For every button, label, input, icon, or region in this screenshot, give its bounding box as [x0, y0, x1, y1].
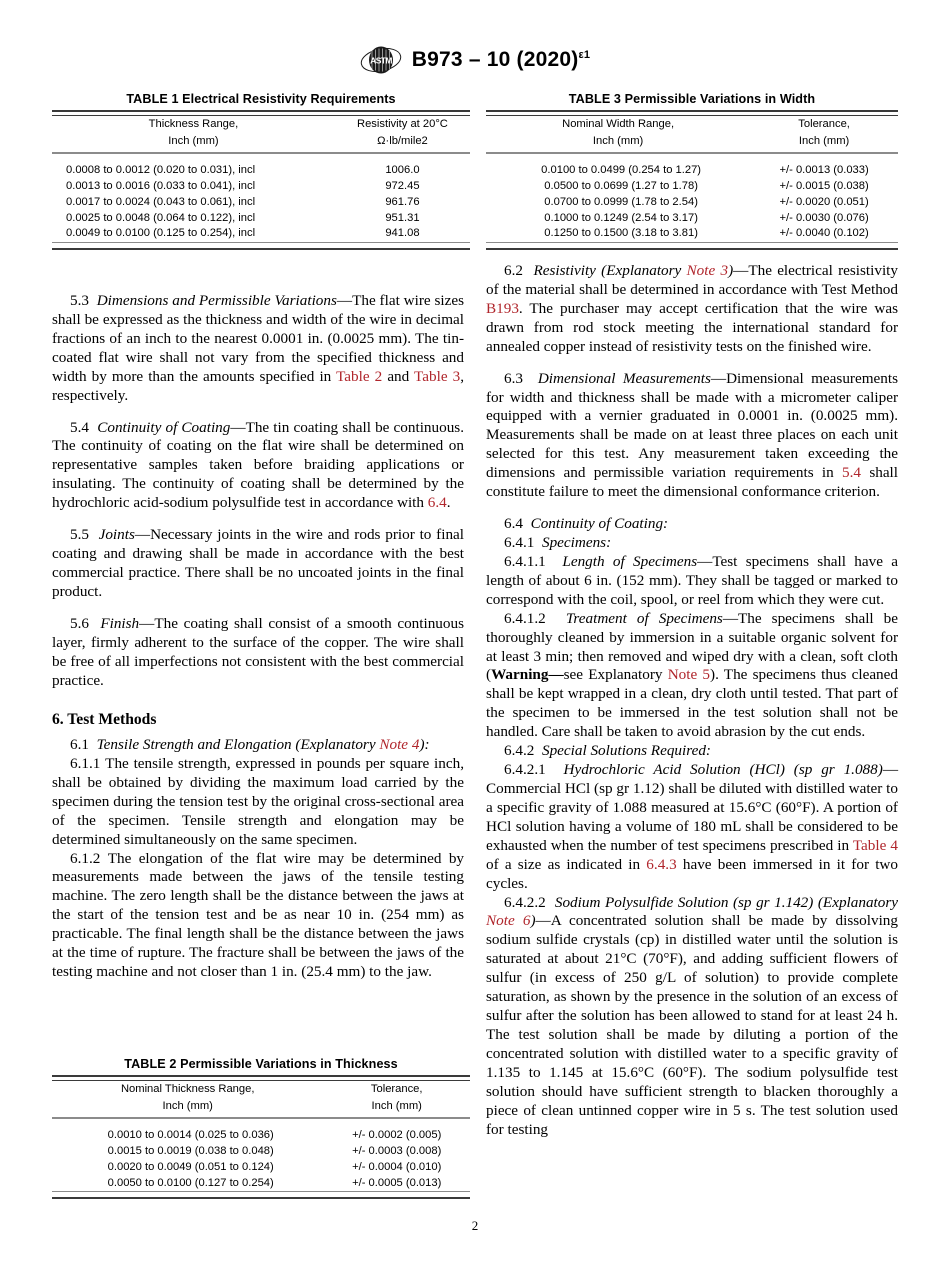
clause-number-5-3: 5.3 [70, 292, 89, 309]
table-1-col-2-header-line-1: Resistivity at 20°C [356, 118, 448, 130]
clause-body-6-4-1-2-a: —The specimens shall be thoroughly cleaned by immersion in a suitable organic solvent for at least 3 min; then removed and wiped dry with a clean, soft cloth ( [486, 609, 898, 684]
svg-text:ASTM: ASTM [369, 55, 392, 66]
astm-logo-icon [360, 44, 402, 76]
clause-body-5-4-a: —The tin coating shall be continuous. The continuity of coating on the flat wire shall be determined on representative samples taken before braiding applications or insulating. The continuity of coating shall be determined by the hydrochloric acid-sodium polysulfide test in accordance with [52, 418, 464, 512]
table-2-bottom-rule [52, 1191, 470, 1198]
table-1-col-1-header-line-2: Inch (mm) [52, 133, 335, 153]
clause-title-6-4-2-1: Hydrochloric Acid Solution (HCl) (sp gr 1.088) [563, 761, 883, 779]
paragraph-6-4-1-1 [486, 553, 898, 610]
link-table-4[interactable]: Table 4 [852, 836, 899, 854]
clause-title-5-3: Dimensions and Permissible Variations [96, 292, 337, 309]
paragraph-6-2 [486, 262, 898, 357]
table-1-r3-range: 0.0017 to 0.0024 (0.043 to 0.061), incl [66, 195, 256, 208]
table-3-col-1-header-line-1: Nominal Width Range, [562, 118, 675, 130]
clause-title-6-4-2: Special Solutions Required: [541, 742, 711, 760]
table-3-r1-tolerance: +/- 0.0013 (0.033) [779, 164, 869, 177]
link-note-4[interactable]: Note 4 [379, 736, 420, 753]
table-3-col-2-header-line-1: Tolerance, [798, 118, 850, 130]
table-2-r4-tolerance: +/- 0.0005 (0.013) [352, 1176, 442, 1189]
clause-title-5-6: Finish [100, 614, 140, 632]
clause-title-6-4-1-2: Treatment of Specimens [565, 609, 723, 627]
table-2-caption: TABLE 2 Permissible Variations in Thickness [124, 1057, 398, 1071]
table-2-r2-tolerance: +/- 0.0003 (0.008) [352, 1145, 442, 1157]
clause-number-6-4-2-2: 6.4.2.2 [504, 893, 546, 911]
clause-body-6-3-b: shall constitute failure to meet the dimensional conformance criterion. [486, 464, 899, 501]
paragraph-5-6 [52, 615, 464, 691]
paragraph-5-4 [52, 419, 464, 514]
table-row [486, 153, 898, 178]
clause-body-6-4-2-2: —A concentrated solution shall be made by dissolving sodium sulfide crystals (cp) in distilled water until the solution is saturated at about 21°C (70°F), and adding sufficient flowers of sulfur (in excess of 250 g/L of solution) to provide complete saturation, as shown by the presence in the solution of an excess of sulfur after the solution has been allowed to stand for at least 24 h. The test solution shall be made by diluting a portion of the concentrated solution with distilled water to a specific gravity of 1.135 to 1.145 at 15.6°C (60°F). The sodium polysulfide test solution should have sufficient strength to blacken thoroughly a piece of clean untinned copper wire in 5 s. The test solution used for testing [486, 912, 898, 1138]
table-row [486, 210, 898, 226]
table-1-r2-resistivity: 972.45 [385, 180, 420, 192]
clause-title-6-1-b: ): [419, 736, 430, 753]
designation-text: B973 – 10 (2020) [411, 48, 579, 71]
table-3-r2-range: 0.0500 to 0.0699 (1.27 to 1.78) [544, 180, 698, 192]
table-1-header-row-1 [52, 116, 470, 134]
table-row [52, 153, 470, 178]
link-b193[interactable]: B193 [486, 299, 519, 317]
table-1-r1-range: 0.0008 to 0.0012 (0.020 to 0.031), incl [66, 164, 256, 177]
clause-number-6-2: 6.2 [504, 262, 523, 279]
table-1-r2-range: 0.0013 to 0.0016 (0.033 to 0.041), incl [66, 180, 256, 192]
clause-number-6-3: 6.3 [504, 369, 523, 387]
clause-body-6-2-b: . The purchaser may accept certification that the wire was drawn from rod stock meeting the international standard for annealed copper instead of resistivity tests on the finished wire. [486, 299, 898, 355]
link-note-5[interactable]: Note 5 [667, 666, 711, 684]
table-3-r2-tolerance: +/- 0.0015 (0.038) [779, 180, 869, 192]
table-1-r3-resistivity: 961.76 [385, 195, 420, 208]
section-heading-6: 6. Test Methods [52, 710, 157, 728]
table-row [52, 1118, 470, 1143]
table-3-caption: TABLE 3 Permissible Variations in Width [568, 92, 816, 106]
right-text-column [486, 262, 898, 1139]
table-1-caption: TABLE 1 Electrical Resistivity Requirements [126, 92, 396, 106]
paragraph-6-4-1-2 [486, 610, 898, 742]
table-row [52, 179, 470, 195]
table-2-col-2-header-line-2: Inch (mm) [323, 1098, 470, 1118]
table-2-col-1-header-line-1: Nominal Thickness Range, [120, 1083, 255, 1095]
table-row [52, 1144, 470, 1160]
table-1-header-row-2 [52, 133, 470, 153]
clause-title-6-1-a: Tensile Strength and Elongation (Explanatory [96, 736, 380, 753]
clause-title-6-4-2-2-b: ) [530, 912, 536, 930]
table-1-col-2-header-line-2: Ω·lb/mile2 [335, 133, 470, 153]
table-2-header-row-2 [52, 1098, 470, 1118]
table-row [486, 194, 898, 210]
clause-title-6-4-1: Specimens: [541, 533, 612, 551]
clause-title-6-2-a: Resistivity (Explanatory [533, 262, 687, 279]
clause-title-6-4: Continuity of Coating: [530, 515, 669, 533]
table-row [486, 179, 898, 195]
table-3-r3-tolerance: +/- 0.0020 (0.051) [779, 195, 869, 208]
clause-body-6-1-1: The tensile strength, expressed in pounds per square inch, shall be obtained by dividing the maximum load carried by the specimen during the tension test by the original cross-sectional area of the specimen. Tensile strength and elongation may be determined simultaneously on the same specimen. [52, 754, 464, 848]
clause-body-6-2-a: —The electrical resistivity of the material shall be determined in accordance with Test Method [486, 262, 898, 298]
paragraph-6-4-2-2 [486, 894, 898, 1140]
table-1-bottom-rule [52, 242, 470, 249]
paragraph-6-4-2-1 [486, 761, 898, 893]
paragraph-6-1-1 [52, 755, 464, 850]
table-3-r4-range: 0.1000 to 0.1249 (2.54 to 3.17) [544, 211, 698, 224]
clause-title-6-4-1-1: Length of Specimens [562, 552, 698, 570]
page-header [0, 44, 950, 76]
table-3-r4-tolerance: +/- 0.0030 (0.076) [779, 211, 869, 224]
paragraph-5-3 [52, 292, 464, 406]
table-1-block [52, 92, 470, 250]
table-row [52, 1175, 470, 1191]
warning-label: Warning— [491, 666, 564, 684]
clause-number-6-4-2-1: 6.4.2.1 [504, 761, 546, 779]
clause-number-6-1-2: 6.1.2 [70, 849, 101, 867]
table-3-r5-range: 0.1250 to 0.1500 (3.18 to 3.81) [544, 227, 698, 240]
table-2-col-2-header-line-1: Tolerance, [370, 1083, 423, 1095]
table-3-col-1-header-line-2: Inch (mm) [486, 133, 750, 153]
clause-number-6-1-1: 6.1.1 [70, 754, 101, 772]
clause-title-6-3: Dimensional Measurements [537, 369, 711, 387]
table-row [52, 194, 470, 210]
paragraph-6-3 [486, 370, 898, 502]
clause-title-6-2-b: ) [728, 262, 734, 279]
table-3-r1-range: 0.0100 to 0.0499 (0.254 to 1.27) [541, 164, 702, 177]
paragraph-6-1-2 [52, 850, 464, 982]
link-table-3[interactable]: Table 3 [414, 367, 461, 385]
clause-body-5-3-c: , respectively. [52, 367, 465, 404]
clause-body-6-4-2-1-b: of a size as indicated in [486, 855, 647, 873]
clause-body-5-3-a: —The flat wire sizes shall be expressed as the thickness and width of the wire in decimal fractions of an inch to the nearest 0.0001 in. (0.0025 mm). The tin-coated flat wire shall not vary from the specified thickness and width by more than the amounts specified in [52, 292, 465, 385]
paragraph-6-1 [52, 736, 464, 755]
table-3-r3-range: 0.0700 to 0.0999 (1.78 to 2.54) [544, 195, 698, 208]
link-note-6[interactable]: Note 6 [486, 912, 531, 930]
table-3-block [486, 92, 898, 250]
clause-number-6-1: 6.1 [70, 736, 89, 753]
clause-body-6-4-2-1-a: —Commercial HCl (sp gr 1.12) shall be diluted with distilled water to a specific gravity of 1.088 measured at 15.6°C (60°F). A portion of HCl solution having a volume of 180 mL shall be considered to be exhausted when the number of test specimens prescribed in [486, 761, 898, 854]
table-2-r1-tolerance: +/- 0.0002 (0.005) [352, 1129, 442, 1142]
table-3-header-row-1 [486, 116, 898, 134]
paragraph-5-5 [52, 526, 464, 602]
clause-body-6-4-2-1-c: have been immersed in it for two cycles. [486, 855, 898, 892]
clause-body-6-4-1-1: —Test specimens shall have a length of about 6 in. (152 mm). They shall be tagged or marked to correspond with the coil, spool, or reel from which they were cut. [486, 552, 898, 608]
table-3-header-row-2 [486, 133, 898, 153]
table-1-r1-resistivity: 1006.0 [385, 164, 420, 177]
table-2-r3-range: 0.0020 to 0.0049 (0.051 to 0.124) [107, 1160, 274, 1173]
clause-body-5-4-b: . [446, 494, 451, 512]
clause-body-6-4-1-2-c: ). The specimens thus cleaned shall be kept wrapped in a clean, dry cloth until tested. That part of the specimen to be immersed in the test solution shall not be handled. Care shall be taken to avoid abrasion by the cut ends. [486, 666, 898, 741]
clause-body-5-3-b: and [382, 367, 415, 385]
link-table-2[interactable]: Table 2 [336, 367, 383, 385]
clause-number-6-4-2: 6.4.2 [504, 742, 535, 760]
link-6-4[interactable]: 6.4 [427, 494, 447, 512]
clause-number-5-4: 5.4 [70, 418, 89, 436]
clause-body-6-4-1-2-b: see Explanatory [563, 666, 668, 684]
link-6-4-3[interactable]: 6.4.3 [646, 855, 677, 873]
clause-title-6-4-2-2-a: Sodium Polysulfide Solution (sp gr 1.142) (Explanatory [554, 893, 899, 911]
table-2-r2-range: 0.0015 to 0.0019 (0.038 to 0.048) [107, 1145, 274, 1157]
table-3 [486, 110, 898, 250]
table-row [52, 1159, 470, 1175]
table-2-header-row-1 [52, 1081, 470, 1099]
clause-number-6-4-1-1: 6.4.1.1 [504, 552, 546, 570]
clause-number-5-6: 5.6 [70, 614, 89, 632]
table-1-r4-range: 0.0025 to 0.0048 (0.064 to 0.122), incl [66, 211, 256, 224]
table-1-r5-range: 0.0049 to 0.0100 (0.125 to 0.254), incl [66, 227, 256, 240]
table-row [52, 210, 470, 226]
document-designation [412, 48, 590, 72]
table-3-bottom-rule [486, 242, 898, 249]
clause-body-5-6: —The coating shall consist of a smooth continuous layer, firmly adherent to the surface of the copper. The wire shall be free of all imperfections not consistent with the best commercial practice. [52, 614, 464, 689]
table-1 [52, 110, 470, 250]
table-2-r1-range: 0.0010 to 0.0014 (0.025 to 0.036) [107, 1129, 274, 1142]
table-3-r5-tolerance: +/- 0.0040 (0.102) [779, 227, 869, 240]
table-1-col-1-header-line-1: Thickness Range, [148, 118, 239, 130]
clause-body-5-5: —Necessary joints in the wire and rods prior to final coating and drawing shall be made in accordance with the best commercial practice. There shall be no uncoated joints in the final product. [52, 526, 465, 600]
link-5-4[interactable]: 5.4 [842, 464, 862, 482]
clause-number-6-4-1-2: 6.4.1.2 [504, 609, 546, 627]
table-2-block [52, 1057, 470, 1199]
page-number: 2 [471, 1218, 479, 1233]
clause-number-5-5: 5.5 [70, 526, 89, 544]
clause-body-6-3-a: —Dimensional measurements for width and thickness shall be made with a micrometer caliper equipped with a vernier graduated in 0.0001 in. (0.0025 mm). Measurements shall be made on at least three places on each unit selected for this test. Any measurement taken exceeding the dimensions and permissible variation requirements in [486, 369, 898, 482]
paragraph-6-4 [486, 515, 898, 534]
table-row [52, 226, 470, 242]
clause-title-5-4: Continuity of Coating [97, 418, 231, 436]
link-note-3[interactable]: Note 3 [686, 262, 729, 279]
left-text-column [52, 292, 464, 982]
table-1-r5-resistivity: 941.08 [385, 227, 420, 240]
table-2 [52, 1075, 470, 1199]
table-row [486, 226, 898, 242]
paragraph-6-4-1 [486, 534, 898, 553]
table-3-col-2-header-line-2: Inch (mm) [750, 133, 898, 153]
clause-body-6-1-2: The elongation of the flat wire may be determined by measurements made between the jaws of the tensile testing machine. The zero length shall be the distance between the jaws at the start of the tension test and be as near 10 in. (254 mm) as practicable. The final length shall be the distance between the jaws at the time of rupture. The fracture shall be between the jaws of the testing machine and not closer than 1 in. (25.4 mm) to the jaw. [52, 849, 465, 981]
clause-number-6-4: 6.4 [504, 515, 523, 533]
clause-number-6-4-1: 6.4.1 [504, 533, 535, 551]
designation-superscript: ε1 [578, 49, 591, 61]
clause-title-5-5: Joints [98, 526, 135, 544]
table-1-r4-resistivity: 951.31 [385, 211, 420, 224]
table-2-col-1-header-line-2: Inch (mm) [52, 1098, 323, 1118]
table-2-r4-range: 0.0050 to 0.0100 (0.127 to 0.254) [107, 1176, 274, 1189]
table-2-r3-tolerance: +/- 0.0004 (0.010) [352, 1160, 442, 1173]
paragraph-6-4-2 [486, 742, 898, 761]
